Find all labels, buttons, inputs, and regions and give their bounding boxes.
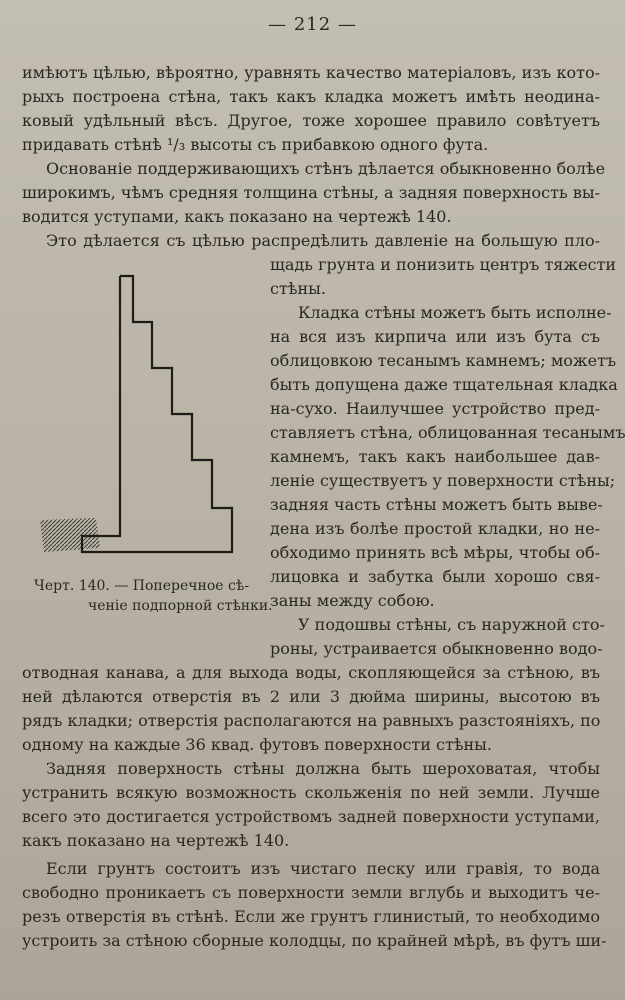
text-line: резъ отверстія въ стѣнѣ. Если же грунтъ глинистый, то необходимо xyxy=(22,907,600,926)
text-line: рядъ кладки; отверстія располагаются на равныхъ разстояніяхъ, по xyxy=(22,711,601,730)
text-line: облицовкою тесанымъ камнемъ; можетъ xyxy=(270,351,617,370)
text-line: на вся изъ кирпича или изъ бута съ xyxy=(270,327,600,346)
text-line: Если грунтъ состоитъ изъ чистаго песку или гравія, то вода xyxy=(46,859,600,878)
text-line: устроить за стѣною сборные колодцы, по крайней мѣрѣ, въ футъ ши- xyxy=(22,931,607,950)
text-line: камнемъ, такъ какъ наибольшее дав- xyxy=(270,447,600,466)
text-line: всего это достигается устройствомъ задней поверхности уступами, xyxy=(22,807,600,826)
text-line: обходимо принять всѣ мѣры, чтобы об- xyxy=(270,543,600,562)
text-line: У подошвы стѣны, съ наружной сто- xyxy=(298,615,605,634)
wall-outline xyxy=(82,276,232,552)
text-line: щадь грунта и понизить центръ тяжести xyxy=(270,255,617,274)
text-line: дена изъ болѣе простой кладки, но не- xyxy=(270,519,600,538)
text-line: одному на каждые 36 квад. футовъ поверхности стѣны. xyxy=(22,735,492,754)
text-line: ковый удѣльный вѣсъ. Другое, тоже хорошее правило совѣтуетъ xyxy=(22,111,600,130)
text-line: быть допущена даже тщательная кладка xyxy=(270,375,618,394)
text-line: роны, устраивается обыкновенно водо- xyxy=(270,639,603,658)
text-line: водится уступами, какъ показано на чертежѣ 140. xyxy=(22,207,452,226)
text-line: лицовка и забутка были хорошо свя- xyxy=(270,567,600,586)
text-line: леніе существуетъ у поверхности стѣны; xyxy=(270,471,616,490)
text-line: ставляетъ стѣна, облицованная тесанымъ xyxy=(270,423,625,442)
text-line: стѣны. xyxy=(270,279,326,298)
text-line: свободно проникаетъ съ поверхности земли вглубь и выходитъ че- xyxy=(22,883,600,902)
text-line: Это дѣлается съ цѣлью распредѣлить давленіе на большую пло- xyxy=(46,231,600,250)
page-number: — 212 — xyxy=(268,14,357,35)
text-line: отводная канава, а для выхода воды, скопляющейся за стѣною, въ xyxy=(22,663,600,682)
text-line: на-сухо. Наилучшее устройство пред- xyxy=(270,399,600,418)
text-line: ней дѣлаются отверстія въ 2 или 3 дюйма ширины, высотою въ xyxy=(22,687,600,706)
text-line: задняя часть стѣны можетъ быть выве- xyxy=(270,495,603,514)
text-line: какъ показано на чертежѣ 140. xyxy=(22,831,290,850)
text-line: устранить всякую возможность скольженія по ней земли. Лучше xyxy=(22,783,600,802)
text-line: придавать стѣнѣ ¹/₃ высоты съ прибавкою одного фута. xyxy=(22,135,489,154)
text-line: имѣютъ цѣлью, вѣроятно, уравнять качество матеріаловъ, изъ кото- xyxy=(22,63,600,82)
text-line: заны между собою. xyxy=(270,591,435,610)
text-line: широкимъ, чѣмъ средняя толщина стѣны, а задняя поверхность вы- xyxy=(22,183,600,202)
figure-caption-line: Черт. 140. — Поперечное сѣ- xyxy=(34,578,250,594)
text-line: Кладка стѣны можетъ быть исполне- xyxy=(298,303,612,322)
figure-caption-line: ченіе подпорной стѣнки. xyxy=(88,598,273,614)
text-line: рыхъ построена стѣна, такъ какъ кладка можетъ имѣть неодина- xyxy=(22,87,600,106)
text-line: Задняя поверхность стѣны должна быть шероховатая, чтобы xyxy=(46,759,600,778)
text-line: Основаніе поддерживающихъ стѣнъ дѣлается обыкновенно болѣе xyxy=(46,159,606,178)
